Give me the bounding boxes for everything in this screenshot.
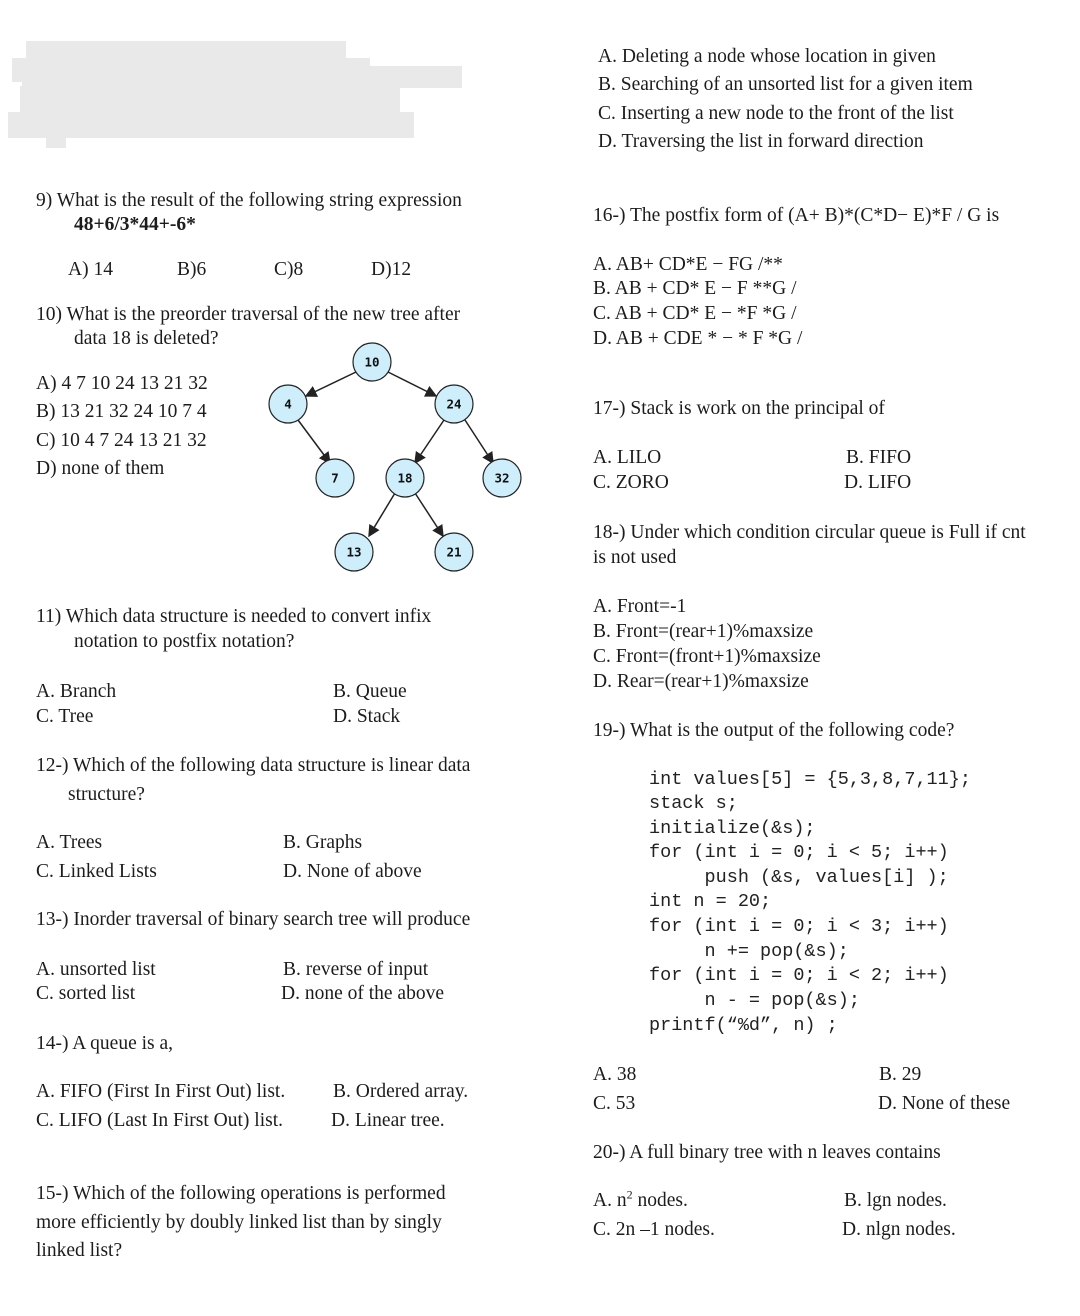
q11-option-c: C. Tree [36,706,94,727]
q18-option-b: B. Front=(rear+1)%maxsize [593,621,814,642]
redaction-bar [8,112,414,138]
code-line: initialize(&s); [649,818,816,839]
q12-stem-line2: structure? [68,784,145,805]
tree-edge [415,420,444,463]
q20-option-d: D. nlgn nodes. [842,1219,956,1240]
q19-stem: 19-) What is the output of the following code? [593,720,955,741]
q16-option-b: B. AB + CD* E − F **G / [593,278,797,299]
q12-option-b: B. Graphs [283,832,363,853]
q15-stem-line1: 15-) Which of the following operations is performed [36,1183,446,1204]
q18-option-c: C. Front=(front+1)%maxsize [593,646,821,667]
q14-option-b: B. Ordered array. [333,1081,469,1102]
code-line: for (int i = 0; i < 2; i++) [649,965,949,986]
q15-option-d: D. Traversing the list in forward direction [598,131,924,152]
code-line: int values[5] = {5,3,8,7,11}; [649,769,971,790]
q15-option-a: A. Deleting a node whose location in given [598,46,936,67]
q10-option-a: A) 4 7 10 24 13 21 32 [36,373,208,394]
q10-option-c: C) 10 4 7 24 13 21 32 [36,430,207,451]
tree-edge [306,372,356,396]
code-line: n += pop(&s); [649,941,849,962]
redaction-bar [22,66,462,88]
tree-node-label: 4 [284,396,292,412]
code-line: int n = 20; [649,891,772,912]
q12-stem-line1: 12-) Which of the following data structure is linear data [36,755,471,776]
code-line: for (int i = 0; i < 3; i++) [649,916,949,937]
tree-node-label: 10 [364,354,380,370]
code-line: for (int i = 0; i < 5; i++) [649,842,949,863]
q15-stem-line3: linked list? [36,1240,123,1261]
tree-edge [369,493,395,536]
code-line: printf(“%d”, n) ; [649,1015,838,1036]
q17-option-c: C. ZORO [593,472,669,493]
redaction-bar [20,86,400,112]
q20-option-a [593,1188,688,1213]
q9-expression: 48+6/3*44+-6* [74,214,196,235]
q20-option-a-tail: nodes. [632,1190,688,1211]
q20-option-c: C. 2n –1 nodes. [593,1219,715,1240]
q18-stem-line2: is not used [593,547,677,568]
q11-option-a: A. Branch [36,681,117,702]
q15-option-b: B. Searching of an unsorted list for a given item [598,74,973,95]
q17-option-d: D. LIFO [844,472,912,493]
q11-option-d: D. Stack [333,706,401,727]
q14-option-a: A. FIFO (First In First Out) list. [36,1081,286,1102]
q16-option-a: A. AB+ CD*E − FG /** [593,254,783,275]
q16-stem: 16-) The postfix form of (A+ B)*(C*D− E)*F / G is [593,205,1000,226]
q18-stem-line1: 18-) Under which condition circular queue is Full if cnt [593,522,1026,543]
q10-option-d: D) none of them [36,458,165,479]
q19-option-d: D. None of these [878,1093,1011,1114]
q20-option-a-text: A. n [593,1190,627,1211]
q19-option-a: A. 38 [593,1064,637,1085]
q20-option-b: B. lgn nodes. [844,1190,947,1211]
q14-stem: 14-) A queue is a, [36,1033,174,1054]
q10-stem-line2: data 18 is deleted? [74,328,219,349]
code-line: stack s; [649,793,738,814]
code-line: n - = pop(&s); [649,990,860,1011]
q13-option-b: B. reverse of input [283,959,429,980]
q17-option-b: B. FIFO [846,447,912,468]
q9-option-b: B)6 [177,259,207,280]
q10-option-b: B) 13 21 32 24 10 7 4 [36,401,207,422]
q11-stem-line2: notation to postfix notation? [74,631,295,652]
q19-option-c: C. 53 [593,1093,636,1114]
q18-option-d: D. Rear=(rear+1)%maxsize [593,671,809,692]
q20-stem: 20-) A full binary tree with n leaves contains [593,1142,941,1163]
code-line: push (&s, values[i] ); [649,867,949,888]
q13-option-a: A. unsorted list [36,959,156,980]
q16-option-c: C. AB + CD* E − *F *G / [593,303,797,324]
q11-option-b: B. Queue [333,681,407,702]
superscript-two: 2 [626,1187,633,1202]
q9-option-a: A) 14 [68,259,113,280]
q12-option-c: C. Linked Lists [36,861,157,882]
q9-option-c: C)8 [274,259,304,280]
tree-node-label: 13 [346,544,362,560]
tree-node-label: 7 [331,470,339,486]
q10-stem-line1: 10) What is the preorder traversal of the new tree after [36,304,461,325]
q17-option-a: A. LILO [593,447,662,468]
tree-node-label: 32 [494,470,510,486]
redaction-bar [46,136,66,148]
tree-edge [415,493,443,536]
q18-option-a: A. Front=-1 [593,596,687,617]
tree-edge [298,420,330,463]
q16-option-d: D. AB + CDE * − * F *G / [593,328,803,349]
tree-edge [388,372,436,396]
q9-option-d: D)12 [371,259,412,280]
q13-option-c: C. sorted list [36,983,136,1004]
tree-node-label: 21 [446,544,462,560]
q15-option-c: C. Inserting a new node to the front of the list [598,103,954,124]
tree-node-label: 18 [397,470,413,486]
tree-node-label: 24 [446,396,462,412]
q19-option-b: B. 29 [879,1064,922,1085]
q14-option-d: D. Linear tree. [331,1110,445,1131]
q12-option-a: A. Trees [36,832,103,853]
q13-stem: 13-) Inorder traversal of binary search tree will produce [36,909,471,930]
q9-stem: 9) What is the result of the following string expression [36,190,462,211]
tree-edge [465,420,493,463]
q14-option-c: C. LIFO (Last In First Out) list. [36,1110,283,1131]
q13-option-d: D. none of the above [281,983,444,1004]
q17-stem: 17-) Stack is work on the principal of [593,398,885,419]
binary-tree-diagram [250,340,540,580]
q11-stem-line1: 11) Which data structure is needed to convert infix [36,606,432,627]
q12-option-d: D. None of above [283,861,422,882]
q15-stem-line2: more efficiently by doubly linked list than by singly [36,1212,442,1233]
